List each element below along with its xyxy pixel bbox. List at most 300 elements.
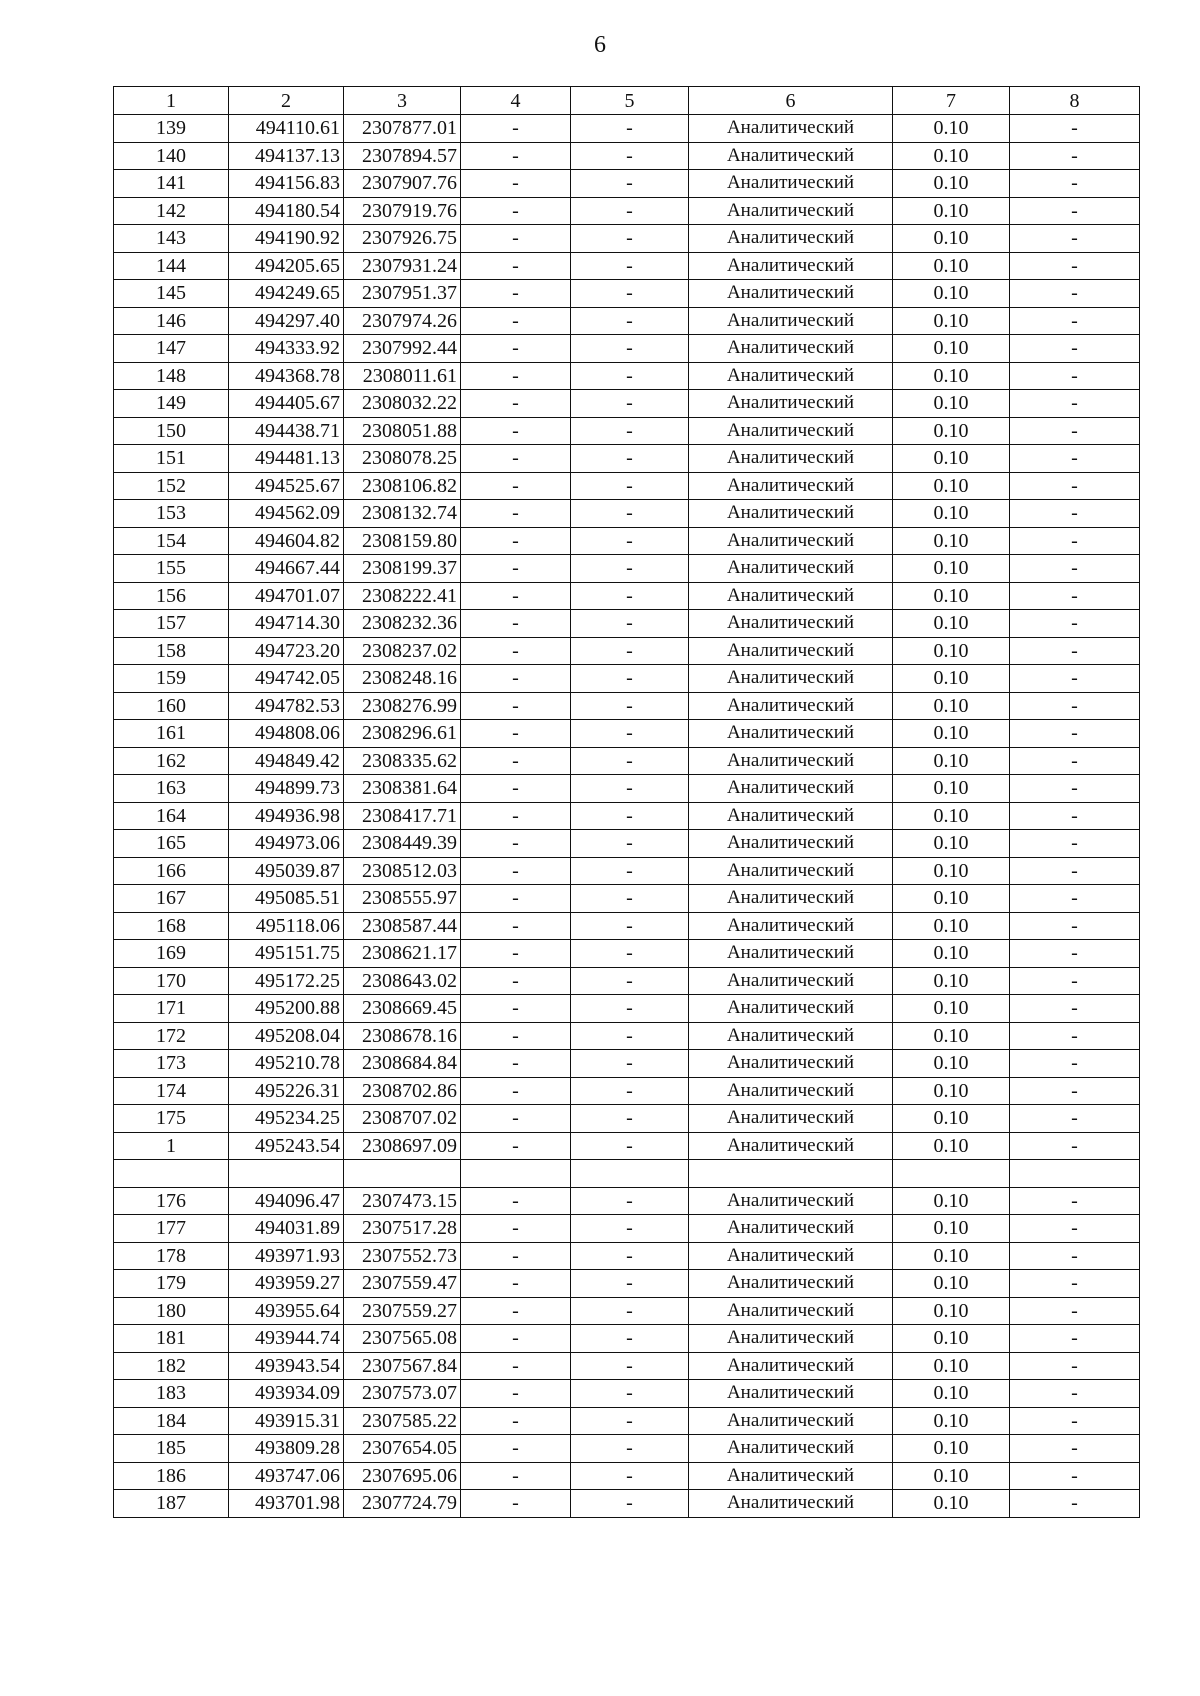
point-number-cell: 153 (114, 500, 229, 528)
col4-cell: - (461, 307, 571, 335)
method-cell: Аналитический (689, 1077, 893, 1105)
method-cell (689, 1160, 893, 1188)
y-coordinate-cell: 2308232.36 (344, 610, 461, 638)
table-row (114, 115, 1140, 143)
x-coordinate-cell: 494438.71 (229, 417, 344, 445)
col5-cell: - (571, 610, 689, 638)
point-number-cell: 170 (114, 967, 229, 995)
accuracy-cell: 0.10 (893, 1435, 1010, 1463)
col4-cell: - (461, 720, 571, 748)
col8-cell: - (1010, 1407, 1140, 1435)
column-header: 6 (689, 87, 893, 115)
accuracy-cell: 0.10 (893, 417, 1010, 445)
method-cell: Аналитический (689, 390, 893, 418)
accuracy-cell: 0.10 (893, 582, 1010, 610)
accuracy-cell: 0.10 (893, 472, 1010, 500)
accuracy-cell: 0.10 (893, 197, 1010, 225)
point-number-cell: 165 (114, 830, 229, 858)
x-coordinate-cell: 494973.06 (229, 830, 344, 858)
accuracy-cell: 0.10 (893, 747, 1010, 775)
y-coordinate-cell: 2308621.17 (344, 940, 461, 968)
col8-cell: - (1010, 1380, 1140, 1408)
col4-cell: - (461, 472, 571, 500)
col8-cell: - (1010, 1132, 1140, 1160)
x-coordinate-cell: 495210.78 (229, 1050, 344, 1078)
col5-cell: - (571, 1270, 689, 1298)
col5-cell: - (571, 1352, 689, 1380)
table-row (114, 1132, 1140, 1160)
x-coordinate-cell: 494782.53 (229, 692, 344, 720)
method-cell: Аналитический (689, 1407, 893, 1435)
x-coordinate-cell: 494110.61 (229, 115, 344, 143)
x-coordinate-cell: 494899.73 (229, 775, 344, 803)
accuracy-cell: 0.10 (893, 1050, 1010, 1078)
x-coordinate-cell: 493934.09 (229, 1380, 344, 1408)
col5-cell: - (571, 1407, 689, 1435)
coordinates-table (113, 86, 1140, 1518)
x-coordinate-cell: 495226.31 (229, 1077, 344, 1105)
table-row (114, 1462, 1140, 1490)
point-number-cell: 148 (114, 362, 229, 390)
col5-cell: - (571, 1077, 689, 1105)
col4-cell: - (461, 1105, 571, 1133)
col8-cell: - (1010, 995, 1140, 1023)
table-row (114, 390, 1140, 418)
col8-cell: - (1010, 1352, 1140, 1380)
col8-cell: - (1010, 170, 1140, 198)
col8-cell: - (1010, 857, 1140, 885)
point-number-cell: 185 (114, 1435, 229, 1463)
point-number-cell: 176 (114, 1187, 229, 1215)
accuracy-cell: 0.10 (893, 1462, 1010, 1490)
col5-cell: - (571, 1215, 689, 1243)
col5-cell: - (571, 582, 689, 610)
method-cell: Аналитический (689, 995, 893, 1023)
col5-cell: - (571, 857, 689, 885)
method-cell: Аналитический (689, 307, 893, 335)
accuracy-cell: 0.10 (893, 967, 1010, 995)
accuracy-cell: 0.10 (893, 1407, 1010, 1435)
table-row (114, 747, 1140, 775)
col5-cell: - (571, 362, 689, 390)
method-cell: Аналитический (689, 445, 893, 473)
col4-cell: - (461, 1242, 571, 1270)
point-number-cell: 169 (114, 940, 229, 968)
method-cell: Аналитический (689, 665, 893, 693)
col4-cell: - (461, 802, 571, 830)
col8-cell: - (1010, 912, 1140, 940)
table-row (114, 692, 1140, 720)
method-cell: Аналитический (689, 115, 893, 143)
col8-cell: - (1010, 142, 1140, 170)
accuracy-cell: 0.10 (893, 1270, 1010, 1298)
x-coordinate-cell: 495208.04 (229, 1022, 344, 1050)
point-number-cell: 173 (114, 1050, 229, 1078)
column-header: 2 (229, 87, 344, 115)
table-row (114, 335, 1140, 363)
col5-cell: - (571, 1297, 689, 1325)
x-coordinate-cell: 494405.67 (229, 390, 344, 418)
accuracy-cell: 0.10 (893, 1297, 1010, 1325)
col5-cell: - (571, 1380, 689, 1408)
method-cell: Аналитический (689, 912, 893, 940)
x-coordinate-cell: 493955.64 (229, 1297, 344, 1325)
method-cell: Аналитический (689, 1242, 893, 1270)
col8-cell: - (1010, 197, 1140, 225)
col4-cell: - (461, 1050, 571, 1078)
col5-cell: - (571, 472, 689, 500)
point-number-cell: 147 (114, 335, 229, 363)
col4-cell: - (461, 775, 571, 803)
method-cell: Аналитический (689, 1297, 893, 1325)
col4-cell: - (461, 995, 571, 1023)
point-number-cell: 155 (114, 555, 229, 583)
x-coordinate-cell: 493959.27 (229, 1270, 344, 1298)
table-header-row (114, 87, 1140, 115)
y-coordinate-cell: 2308159.80 (344, 527, 461, 555)
point-number-cell: 157 (114, 610, 229, 638)
col4-cell: - (461, 252, 571, 280)
table-row (114, 252, 1140, 280)
col4-cell: - (461, 142, 571, 170)
point-number-cell: 175 (114, 1105, 229, 1133)
col8-cell: - (1010, 775, 1140, 803)
col5-cell: - (571, 1490, 689, 1518)
col8-cell: - (1010, 527, 1140, 555)
col5-cell: - (571, 307, 689, 335)
method-cell: Аналитический (689, 417, 893, 445)
method-cell: Аналитический (689, 197, 893, 225)
col4-cell: - (461, 500, 571, 528)
col5-cell: - (571, 830, 689, 858)
method-cell: Аналитический (689, 720, 893, 748)
table-row (114, 830, 1140, 858)
col4-cell: - (461, 1270, 571, 1298)
col4-cell: - (461, 610, 571, 638)
accuracy-cell: 0.10 (893, 170, 1010, 198)
col4-cell: - (461, 527, 571, 555)
y-coordinate-cell: 2308199.37 (344, 555, 461, 583)
x-coordinate-cell: 494205.65 (229, 252, 344, 280)
col4-cell: - (461, 940, 571, 968)
col4-cell: - (461, 225, 571, 253)
point-number-cell: 144 (114, 252, 229, 280)
y-coordinate-cell: 2307654.05 (344, 1435, 461, 1463)
y-coordinate-cell: 2307559.27 (344, 1297, 461, 1325)
x-coordinate-cell (229, 1160, 344, 1188)
y-coordinate-cell: 2307919.76 (344, 197, 461, 225)
col4-cell: - (461, 637, 571, 665)
x-coordinate-cell: 494190.92 (229, 225, 344, 253)
table-row (114, 582, 1140, 610)
accuracy-cell: 0.10 (893, 995, 1010, 1023)
accuracy-cell: 0.10 (893, 307, 1010, 335)
col5-cell: - (571, 527, 689, 555)
x-coordinate-cell: 495200.88 (229, 995, 344, 1023)
table-row (114, 225, 1140, 253)
accuracy-cell: 0.10 (893, 1352, 1010, 1380)
y-coordinate-cell: 2307951.37 (344, 280, 461, 308)
col4-cell: - (461, 1297, 571, 1325)
table-row (114, 1297, 1140, 1325)
method-cell: Аналитический (689, 1105, 893, 1133)
col5-cell: - (571, 1050, 689, 1078)
col4-cell: - (461, 967, 571, 995)
col5-cell: - (571, 995, 689, 1023)
method-cell: Аналитический (689, 802, 893, 830)
accuracy-cell: 0.10 (893, 665, 1010, 693)
y-coordinate-cell: 2307567.84 (344, 1352, 461, 1380)
col4-cell: - (461, 1435, 571, 1463)
table-row (114, 912, 1140, 940)
col5-cell: - (571, 500, 689, 528)
col8-cell: - (1010, 1462, 1140, 1490)
col8-cell: - (1010, 335, 1140, 363)
method-cell: Аналитический (689, 967, 893, 995)
col5-cell: - (571, 637, 689, 665)
column-header: 1 (114, 87, 229, 115)
col5-cell: - (571, 775, 689, 803)
col4-cell: - (461, 1490, 571, 1518)
table-row (114, 1242, 1140, 1270)
x-coordinate-cell: 494481.13 (229, 445, 344, 473)
x-coordinate-cell: 495243.54 (229, 1132, 344, 1160)
col4-cell: - (461, 830, 571, 858)
method-cell: Аналитический (689, 610, 893, 638)
col8-cell: - (1010, 225, 1140, 253)
col8-cell: - (1010, 720, 1140, 748)
y-coordinate-cell: 2308132.74 (344, 500, 461, 528)
x-coordinate-cell: 494368.78 (229, 362, 344, 390)
method-cell: Аналитический (689, 335, 893, 363)
col8-cell: - (1010, 1325, 1140, 1353)
col5-cell: - (571, 445, 689, 473)
point-number-cell: 156 (114, 582, 229, 610)
accuracy-cell: 0.10 (893, 1215, 1010, 1243)
accuracy-cell: 0.10 (893, 720, 1010, 748)
point-number-cell: 187 (114, 1490, 229, 1518)
col4-cell: - (461, 197, 571, 225)
col8-cell: - (1010, 500, 1140, 528)
col8-cell: - (1010, 280, 1140, 308)
x-coordinate-cell: 494249.65 (229, 280, 344, 308)
table-row (114, 1160, 1140, 1188)
col8-cell (1010, 1160, 1140, 1188)
accuracy-cell: 0.10 (893, 857, 1010, 885)
y-coordinate-cell: 2308222.41 (344, 582, 461, 610)
x-coordinate-cell: 495151.75 (229, 940, 344, 968)
accuracy-cell: 0.10 (893, 225, 1010, 253)
accuracy-cell: 0.10 (893, 390, 1010, 418)
method-cell: Аналитический (689, 280, 893, 308)
y-coordinate-cell: 2308106.82 (344, 472, 461, 500)
col8-cell: - (1010, 362, 1140, 390)
point-number-cell: 163 (114, 775, 229, 803)
col4-cell: - (461, 1407, 571, 1435)
point-number-cell: 164 (114, 802, 229, 830)
point-number-cell: 168 (114, 912, 229, 940)
table-row (114, 307, 1140, 335)
method-cell: Аналитический (689, 1325, 893, 1353)
col4-cell: - (461, 1352, 571, 1380)
x-coordinate-cell: 494667.44 (229, 555, 344, 583)
y-coordinate-cell: 2308587.44 (344, 912, 461, 940)
col5-cell: - (571, 940, 689, 968)
point-number-cell: 139 (114, 115, 229, 143)
col8-cell: - (1010, 1077, 1140, 1105)
point-number-cell: 181 (114, 1325, 229, 1353)
method-cell: Аналитический (689, 692, 893, 720)
x-coordinate-cell: 494096.47 (229, 1187, 344, 1215)
col4-cell: - (461, 1187, 571, 1215)
col8-cell: - (1010, 940, 1140, 968)
x-coordinate-cell: 494808.06 (229, 720, 344, 748)
table-row (114, 775, 1140, 803)
accuracy-cell: 0.10 (893, 940, 1010, 968)
accuracy-cell: 0.10 (893, 1325, 1010, 1353)
col5-cell: - (571, 747, 689, 775)
col5-cell: - (571, 885, 689, 913)
col8-cell: - (1010, 1490, 1140, 1518)
x-coordinate-cell: 494701.07 (229, 582, 344, 610)
accuracy-cell: 0.10 (893, 1490, 1010, 1518)
y-coordinate-cell: 2307559.47 (344, 1270, 461, 1298)
column-header: 8 (1010, 87, 1140, 115)
table-row (114, 417, 1140, 445)
method-cell: Аналитический (689, 857, 893, 885)
x-coordinate-cell: 493944.74 (229, 1325, 344, 1353)
col8-cell: - (1010, 252, 1140, 280)
table-row (114, 555, 1140, 583)
point-number-cell: 145 (114, 280, 229, 308)
accuracy-cell: 0.10 (893, 912, 1010, 940)
method-cell: Аналитический (689, 940, 893, 968)
table-row (114, 445, 1140, 473)
col4-cell: - (461, 170, 571, 198)
table-row (114, 280, 1140, 308)
x-coordinate-cell: 495085.51 (229, 885, 344, 913)
y-coordinate-cell: 2307974.26 (344, 307, 461, 335)
point-number-cell: 152 (114, 472, 229, 500)
point-number-cell: 186 (114, 1462, 229, 1490)
x-coordinate-cell: 493747.06 (229, 1462, 344, 1490)
accuracy-cell: 0.10 (893, 1077, 1010, 1105)
y-coordinate-cell: 2308512.03 (344, 857, 461, 885)
col4-cell: - (461, 1132, 571, 1160)
table-row (114, 500, 1140, 528)
col4-cell: - (461, 1380, 571, 1408)
col4-cell: - (461, 1325, 571, 1353)
y-coordinate-cell: 2307552.73 (344, 1242, 461, 1270)
y-coordinate-cell: 2307585.22 (344, 1407, 461, 1435)
y-coordinate-cell: 2308237.02 (344, 637, 461, 665)
y-coordinate-cell: 2308335.62 (344, 747, 461, 775)
y-coordinate-cell: 2308697.09 (344, 1132, 461, 1160)
accuracy-cell: 0.10 (893, 775, 1010, 803)
col8-cell: - (1010, 417, 1140, 445)
x-coordinate-cell: 495118.06 (229, 912, 344, 940)
col4-cell: - (461, 362, 571, 390)
method-cell: Аналитический (689, 1132, 893, 1160)
table-row (114, 1187, 1140, 1215)
table-row (114, 940, 1140, 968)
column-header: 4 (461, 87, 571, 115)
table-row (114, 1270, 1140, 1298)
table-row (114, 1077, 1140, 1105)
col4-cell: - (461, 390, 571, 418)
method-cell: Аналитический (689, 1215, 893, 1243)
method-cell: Аналитический (689, 885, 893, 913)
table-row (114, 1490, 1140, 1518)
y-coordinate-cell: 2307931.24 (344, 252, 461, 280)
method-cell: Аналитический (689, 362, 893, 390)
table-row (114, 1352, 1140, 1380)
table-row (114, 610, 1140, 638)
method-cell: Аналитический (689, 1022, 893, 1050)
col4-cell: - (461, 417, 571, 445)
table-row (114, 857, 1140, 885)
y-coordinate-cell: 2308669.45 (344, 995, 461, 1023)
accuracy-cell: 0.10 (893, 692, 1010, 720)
col4-cell: - (461, 1462, 571, 1490)
x-coordinate-cell: 494936.98 (229, 802, 344, 830)
method-cell: Аналитический (689, 1435, 893, 1463)
col8-cell: - (1010, 1105, 1140, 1133)
y-coordinate-cell: 2307877.01 (344, 115, 461, 143)
col5-cell: - (571, 1325, 689, 1353)
col8-cell: - (1010, 582, 1140, 610)
accuracy-cell: 0.10 (893, 802, 1010, 830)
accuracy-cell: 0.10 (893, 1242, 1010, 1270)
method-cell: Аналитический (689, 1187, 893, 1215)
table-row (114, 995, 1140, 1023)
y-coordinate-cell: 2308678.16 (344, 1022, 461, 1050)
col8-cell: - (1010, 802, 1140, 830)
accuracy-cell: 0.10 (893, 1187, 1010, 1215)
col5-cell: - (571, 720, 689, 748)
col4-cell: - (461, 1215, 571, 1243)
col5-cell: - (571, 1022, 689, 1050)
col5-cell: - (571, 665, 689, 693)
col8-cell: - (1010, 555, 1140, 583)
col5-cell: - (571, 912, 689, 940)
x-coordinate-cell: 495234.25 (229, 1105, 344, 1133)
table-row (114, 665, 1140, 693)
method-cell: Аналитический (689, 1490, 893, 1518)
method-cell: Аналитический (689, 637, 893, 665)
col5-cell: - (571, 1105, 689, 1133)
col8-cell: - (1010, 307, 1140, 335)
table-row (114, 1105, 1140, 1133)
col4-cell: - (461, 857, 571, 885)
x-coordinate-cell: 494137.13 (229, 142, 344, 170)
table-row (114, 1022, 1140, 1050)
col4-cell: - (461, 692, 571, 720)
col8-cell: - (1010, 665, 1140, 693)
accuracy-cell: 0.10 (893, 142, 1010, 170)
y-coordinate-cell: 2307992.44 (344, 335, 461, 363)
accuracy-cell: 0.10 (893, 500, 1010, 528)
point-number-cell (114, 1160, 229, 1188)
column-header: 7 (893, 87, 1010, 115)
y-coordinate-cell: 2308417.71 (344, 802, 461, 830)
y-coordinate-cell: 2308449.39 (344, 830, 461, 858)
y-coordinate-cell: 2307907.76 (344, 170, 461, 198)
y-coordinate-cell: 2308684.84 (344, 1050, 461, 1078)
method-cell: Аналитический (689, 582, 893, 610)
x-coordinate-cell: 494723.20 (229, 637, 344, 665)
y-coordinate-cell: 2308011.61 (344, 362, 461, 390)
